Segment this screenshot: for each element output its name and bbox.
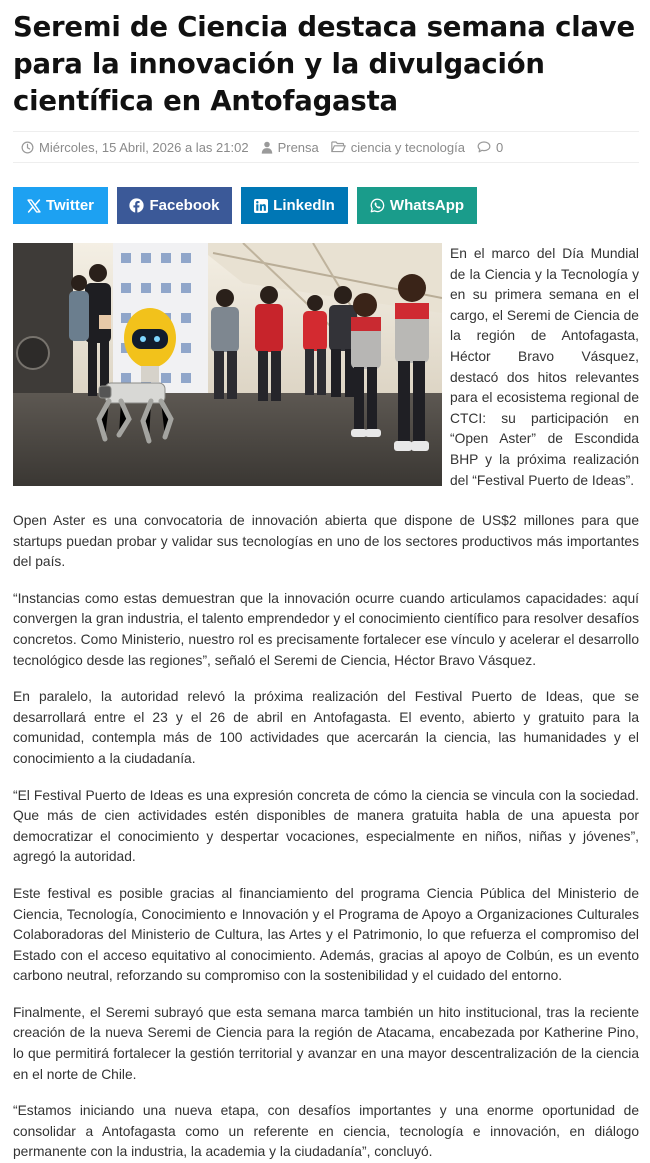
meta-author[interactable]: [261, 140, 319, 155]
article-title: Seremi de Ciencia destaca semana clave para la innovación y la divulgación científica en Antofagasta: [13, 11, 635, 117]
user-icon: [261, 141, 273, 154]
meta-comments[interactable]: [477, 140, 503, 155]
x-logo-icon: [27, 199, 41, 213]
share-linkedin-button[interactable]: [241, 187, 348, 224]
share-whatsapp-button[interactable]: [357, 187, 477, 224]
share-bar: [13, 187, 639, 224]
whatsapp-icon: [370, 198, 385, 213]
body-paragraph-3: En paralelo, la autoridad relevó la próxima realización del Festival Puerto de Ideas, que se desarrollará entre el 23 y el 26 de abril en Antofagasta. El evento, abierto y gratuito para la comunidad, contempla más de 100 actividades que acercarán la ciencia, las humanidades y el conocimiento a la ciudadanía.: [13, 689, 639, 766]
facebook-icon: [129, 198, 144, 213]
meta-date: [21, 140, 249, 155]
clock-icon: [21, 141, 34, 154]
article: [13, 0, 639, 1163]
linkedin-icon: [254, 199, 268, 213]
body-paragraph-2: “Instancias como estas demuestran que la innovación ocurre cuando articulamos capacidades: aquí convergen la gran industria, el talento emprendedor y el conocimiento científico para resolver desafíos concretos. Como Ministerio, nuestro rol es precisamente fortalecer ese vínculo y acelerar el desarrollo tecnológico desde las regiones”, señaló el Seremi de Ciencia, Héctor Bravo Vásquez.: [13, 590, 639, 668]
article-photo: [13, 243, 442, 486]
meta-comments-count: 0: [495, 139, 504, 155]
share-twitter-label: Twitter: [45, 197, 95, 214]
body-paragraph-4: “El Festival Puerto de Ideas es una expresión concreta de cómo la ciencia se vincula con la sociedad. Que más de cien actividades estén disponibles de manera gratuita habla de una apuesta por democratizar el conocimiento y despertar vocaciones, especialmente en niños, niñas y jóvenes”, agregó la autoridad.: [13, 787, 639, 865]
share-facebook-label: Facebook: [149, 197, 220, 214]
share-linkedin-label: LinkedIn: [273, 197, 335, 214]
body-paragraph-7: “Estamos iniciando una nueva etapa, con desafíos importantes y una enorme oportunidad de consolidar a Antofagasta como un referente en ciencia, tecnología e innovación, en diálogo permanente con la industria, la academia y la ciudadanía”, concluyó.: [13, 1103, 639, 1160]
intro-section: [13, 243, 639, 486]
meta-author-text: Prensa: [277, 139, 319, 155]
article-meta: [13, 131, 639, 163]
meta-category[interactable]: [331, 140, 465, 155]
body-paragraph-1: Open Aster es una convocatoria de innovación abierta que dispone de US$2 millones para que startups puedan probar y validar sus tecnologías en uno de los sectores productivos más importantes del país.: [13, 513, 639, 570]
share-facebook-button[interactable]: [117, 187, 232, 224]
photo-scene-image: [13, 243, 442, 486]
meta-date-text: Miércoles, 15 Abril, 2026 a las 21:02: [39, 139, 249, 155]
share-twitter-button[interactable]: [13, 187, 108, 224]
body-paragraph-5: Este festival es posible gracias al financiamiento del programa Ciencia Pública del Ministerio de Ciencia, Tecnología, Conocimiento e Innovación y el Programa de Apoyo a Organizaciones Culturales Colaboradoras del Ministerio de Cultura, las Artes y el Patrimonio, lo que refuerza el compromiso del Estado con el acceso equitativo al conocimiento. Además, gracias al apoyo de Colbún, es un evento carbono neutral, reforzando su compromiso con la sostenibilidad y el cuidado del entorno.: [13, 885, 639, 984]
folder-open-icon: [331, 141, 346, 153]
meta-category-text: ciencia y tecnología: [350, 139, 465, 155]
body-paragraph-6: Finalmente, el Seremi subrayó que esta semana marca también un hito institucional, tras la reciente creación de la nueva Seremi de Ciencia para la región de Atacama, encabezada por Katherine Pino, lo que permitirá fortalecer la gestión territorial y avanzar en una mayor descentralización de la ciencia en el norte de Chile.: [13, 1004, 639, 1082]
share-whatsapp-label: WhatsApp: [389, 197, 465, 214]
intro-paragraph: En el marco del Día Mundial de la Ciencia y la Tecnología y en su primera semana en el cargo, el Seremi de Ciencia de la región de Antofagasta, Héctor Bravo Vásquez, destacó dos hitos relevantes para el ecosistema regional de CTCI: su participación en “Open Aster” de Escondida BHP y la próxima realización del “Festival Puerto de Ideas”.: [450, 246, 639, 488]
comment-icon: [477, 141, 491, 153]
